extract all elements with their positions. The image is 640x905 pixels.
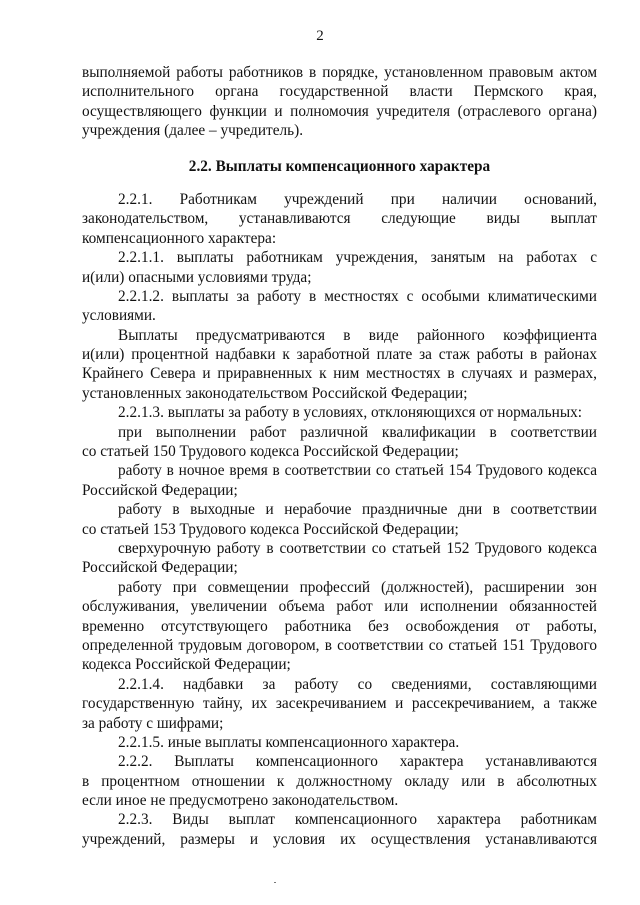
text-line: временно отсутствующего работника без освобождения от работы,	[82, 617, 597, 635]
text-line: государственную тайну, их засекречиванием и рассекречиванием, а также	[82, 695, 597, 713]
intro-paragraph	[82, 63, 597, 141]
scan-speck	[274, 882, 276, 883]
text-line: со статьей 153 Трудового кодекса Российской Федерации;	[82, 520, 459, 538]
paragraph	[82, 403, 597, 422]
paragraph	[82, 423, 597, 462]
text-line: за работу с шифрами;	[82, 714, 224, 732]
text-line: Выплаты предусматриваются в виде районного коэффициента	[118, 326, 597, 344]
text-line: выполняемой работы работников в порядке, установленном правовым актом	[82, 64, 597, 81]
text-line: осуществляющего функции и полномочия учредителя (отраслевого органа)	[82, 102, 597, 120]
paragraph	[82, 287, 597, 326]
section-heading: 2.2. Выплаты компенсационного характера	[188, 157, 491, 175]
paragraph	[82, 63, 597, 141]
text-line: и(или) опасными условиями труда;	[82, 268, 312, 286]
text-line: 2.2.1.3. выплаты за работу в условиях, отклоняющихся от нормальных:	[118, 404, 582, 422]
text-line: учреждения (далее – учредитель).	[82, 122, 304, 140]
paragraph	[82, 810, 597, 849]
text-line: компенсационного характера:	[82, 229, 277, 247]
paragraph	[82, 675, 597, 733]
text-line: 2.2.1. Работникам учреждений при наличии оснований,	[118, 190, 597, 208]
text-line: если иное не предусмотрено законодательством.	[82, 792, 399, 810]
text-line: условиями.	[82, 307, 156, 325]
text-line: и(или) процентной надбавки к заработной плате за стаж работы в районах	[82, 346, 597, 364]
text-line: определенной трудовым договором, в соответствии со статьей 151 Трудового	[82, 636, 597, 654]
paragraph	[82, 248, 597, 287]
text-line: в процентном отношении к должностному окладу или в абсолютных	[82, 772, 597, 790]
text-line: законодательством, устанавливаются следующие виды выплат	[82, 210, 597, 228]
text-line: Российской Федерации;	[82, 559, 238, 577]
text-line: 2.2.1.1. выплаты работникам учреждения, занятым на работах с	[118, 249, 597, 267]
section-body	[82, 190, 597, 849]
paragraph	[82, 500, 597, 539]
document-body	[82, 63, 597, 849]
text-line: 2.2.1.2. выплаты за работу в местностях с особыми климатическими	[118, 287, 597, 305]
text-line: обслуживания, увеличении объема работ или исполнении обязанностей	[82, 598, 597, 616]
paragraph	[82, 752, 597, 810]
text-line: учреждений, размеры и условия их осуществления устанавливаются	[82, 830, 597, 848]
paragraph	[82, 733, 597, 752]
text-line: 2.2.2. Выплаты компенсационного характера устанавливаются	[118, 753, 597, 771]
text-line: сверхурочную работу в соответствии со статьей 152 Трудового кодекса	[118, 539, 597, 557]
text-line: работу в выходные и нерабочие праздничные дни в соответствии	[118, 501, 597, 519]
text-line: 2.2.1.4. надбавки за работу со сведениями, составляющими	[118, 675, 597, 693]
paragraph	[82, 578, 597, 675]
paragraph	[82, 326, 597, 404]
paragraph	[82, 461, 597, 500]
text-line: 2.2.1.5. иные выплаты компенсационного характера.	[118, 733, 460, 751]
page-number: 2	[316, 28, 324, 44]
text-line: работу при совмещении профессий (должностей), расширении зон	[118, 578, 597, 596]
text-line: кодекса Российской Федерации;	[82, 656, 291, 674]
text-line: установленных законодательством Российской Федерации;	[82, 384, 468, 402]
paragraph	[82, 539, 597, 578]
text-line: 2.2.3. Виды выплат компенсационного характера работникам	[118, 811, 597, 829]
text-line: исполнительного органа государственной власти Пермского края,	[82, 83, 597, 101]
text-line: Российской Федерации;	[82, 481, 238, 499]
text-line: со статьей 150 Трудового кодекса Российской Федерации;	[82, 443, 459, 461]
text-line: при выполнении работ различной квалификации в соответствии	[118, 423, 597, 441]
text-line: работу в ночное время в соответствии со статьей 154 Трудового кодекса	[118, 462, 597, 480]
paragraph	[82, 190, 597, 248]
text-line: Крайнего Севера и приравненных к ним местностях в случаях и размерах,	[82, 365, 597, 383]
